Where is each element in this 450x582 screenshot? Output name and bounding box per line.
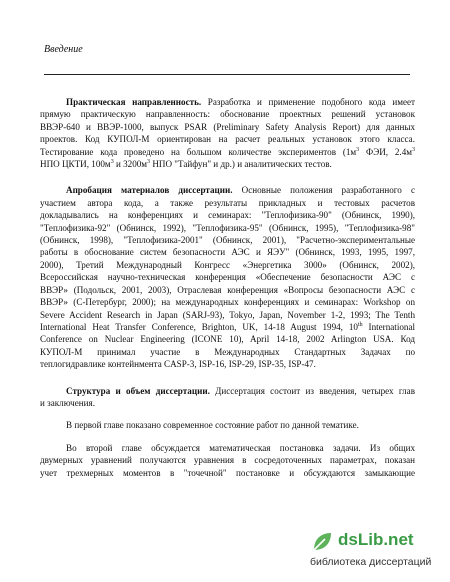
text-line: "Теплофизика-92" (Обнинск, 1992), "Теплофизика-95" (Обнинск, 1995), "Теплофизика-98" bbox=[40, 222, 415, 233]
page-header-title: Введение bbox=[44, 44, 83, 55]
text-line: Conference on Nuclear Engineering (ICONE 10), April 14-18, 2002 Arlington USA. Код bbox=[40, 334, 415, 345]
text-line: докладывались на конференциях и семинарах: "Теплофизика-90" (Обнинск, 1990), bbox=[40, 210, 415, 221]
text-line: двумерных уравнений получаются уравнения в сосредоточенных параметрах, показан bbox=[40, 455, 415, 466]
text-line: теплогидравлике контейнмента CASP-3, ISP-16, ISP-29, ISP-35, ISP-47. bbox=[40, 359, 316, 370]
text-line: Структура и объем диссертации. Диссертация состоит из введения, четырех глав bbox=[66, 385, 415, 396]
leaf-logo-icon bbox=[310, 530, 334, 554]
document-body bbox=[40, 96, 415, 479]
paragraph-approbation bbox=[40, 184, 415, 370]
text-line: учет трехмерных моментов в "точечной" постановке и обсуждаются замыкающие bbox=[40, 467, 415, 478]
paragraph-practical-significance bbox=[40, 96, 415, 170]
text-line: НПО ЦКТИ, $100м^3$ и $3200м^3$ НПО "Тайфун" и др.) и аналитических тестов. bbox=[40, 159, 332, 170]
text-line: проектов. Код КУПОЛ-М ориентирован на расчет реальных установок этого класса. bbox=[40, 134, 415, 145]
text-line: ВВЭР-640 и ВВЭР-1000, выпуск PSAR (Preliminary Safety Analysis Report) для данных bbox=[40, 121, 415, 132]
text-line: Severe Accident Research in Japan (SARJ-93), Tokyo, Japan, November 1-2, 1993; The Tenth bbox=[40, 309, 415, 320]
text-line: 2000), Третий Международный Конгресс «Энергетика 3000» (Обнинск, 2002), bbox=[40, 259, 415, 270]
paragraph-second-chapter bbox=[40, 442, 415, 479]
text-line: участием автора кода, а также результаты прикладных и тестовых расчетов bbox=[40, 197, 415, 208]
paragraph-structure bbox=[40, 385, 415, 410]
text-line: КУПОЛ-М принимал участие в Международных Стандартных Задачах по bbox=[40, 346, 415, 357]
text-line: В первой главе показано современное состояние работ по данной тематике. bbox=[66, 420, 359, 431]
text-line: Всероссийская научно-техническая конференция «Обеспечение безопасности АЭС с bbox=[40, 272, 415, 283]
text-line: работы в обоснование систем безопасности АЭС и ЯЭУ" (Обнинск, 1993, 1995, 1997, bbox=[40, 247, 415, 258]
text-line: ВВЭР» (Подольск, 2001, 2003), Отраслевая конференция «Вопросы безопасности АЭС с bbox=[40, 284, 415, 295]
watermark-site: dsLib.net bbox=[338, 530, 414, 549]
text-line: Апробация материалов диссертации. Основные положения разработанного с bbox=[66, 185, 415, 196]
text-line: Во второй главе обсуждается математическая постановка задачи. Из общих bbox=[66, 442, 415, 453]
text-line: и заключения. bbox=[40, 397, 95, 408]
watermark bbox=[310, 530, 440, 574]
text-line: ВВЭР» (С-Петербург, 2000); на международных конференциях и семинарах: Workshop on bbox=[40, 297, 415, 308]
header-divider bbox=[44, 74, 410, 75]
text-line: Тестирование кода проведено на большом количестве экспериментов ($1м^3$ ФЭИ, $2.4м^3$ bbox=[40, 146, 415, 157]
text-line: Практическая направленность. Разработка и применение подобного кода имеет bbox=[66, 97, 415, 107]
text-line: прямую практическую направленность: обоснование проектных решений установок bbox=[40, 109, 415, 120]
paragraph-first-chapter bbox=[40, 419, 415, 431]
text-line: (Обнинск, 1998), "Теплофизика-2001" (Обнинск, 2001), "Расчетно-экспериментальные bbox=[40, 235, 415, 246]
watermark-tagline: библиотека диссертаций bbox=[310, 556, 432, 568]
text-line: International Heat Transfer Conference, Brighton, UK, 14-18 August 1994, 10th International bbox=[40, 321, 416, 332]
